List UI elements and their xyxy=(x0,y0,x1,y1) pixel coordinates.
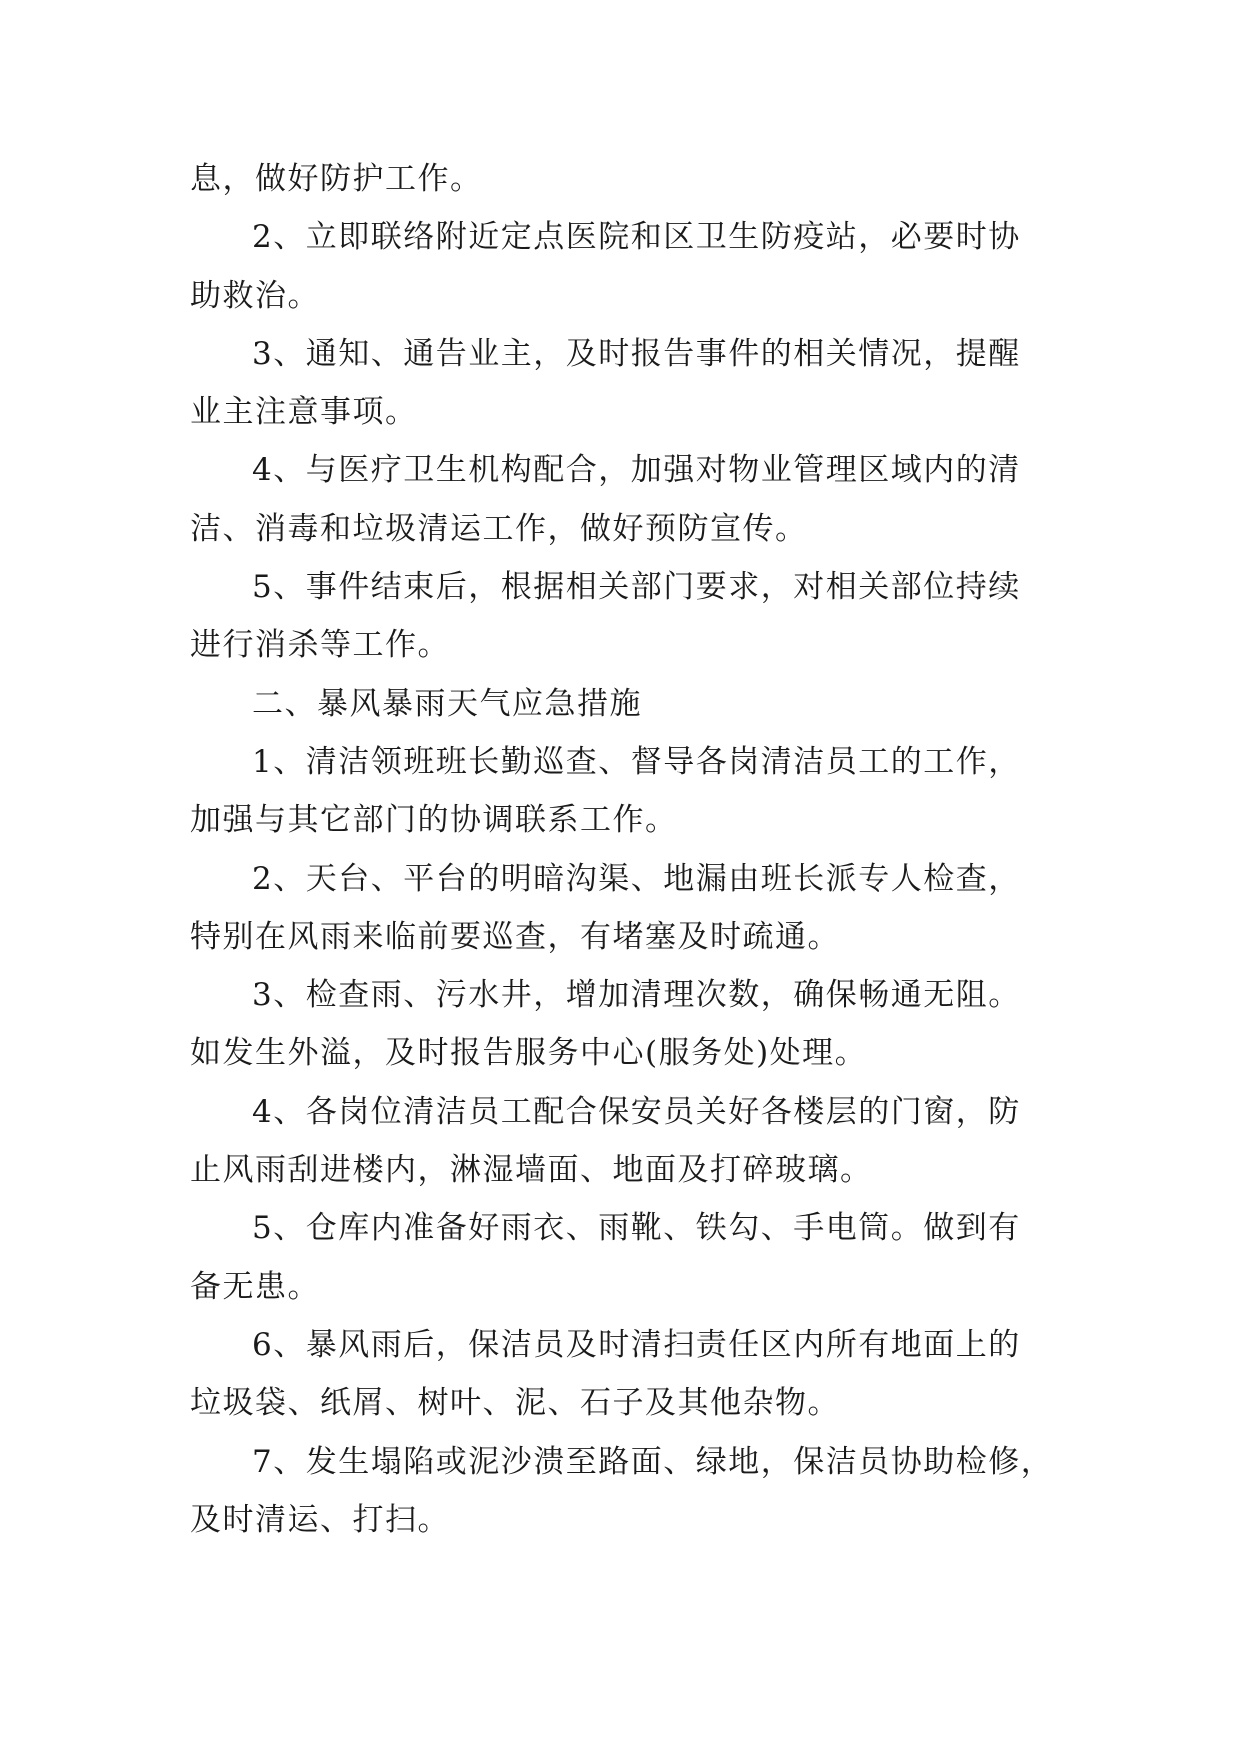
text-line: 4、各岗位清洁员工配合保安员关好各楼层的门窗，防 xyxy=(252,1093,1021,1130)
text-line: 2、立即联络附近定点医院和区卫生防疫站，必要时协 xyxy=(252,219,1021,256)
text-line: 6、暴风雨后，保洁员及时清扫责任区内所有地面上的 xyxy=(252,1326,1021,1363)
text-line: 助救治。 xyxy=(190,277,320,314)
text-line: 2、天台、平台的明暗沟渠、地漏由班长派专人检查， xyxy=(252,860,1021,897)
section-heading: 二、暴风暴雨天气应急措施 xyxy=(252,685,642,722)
text-line: 特别在风雨来临前要巡查，有堵塞及时疏通。 xyxy=(190,918,840,955)
text-line: 息，做好防护工作。 xyxy=(190,161,483,197)
text-line: 加强与其它部门的协调联系工作。 xyxy=(190,802,678,839)
text-line: 如发生外溢，及时报告服务中心(服务处)处理。 xyxy=(190,1035,868,1072)
text-line: 洁、消毒和垃圾清运工作，做好预防宣传。 xyxy=(190,510,808,547)
document-body xyxy=(190,159,1070,1558)
text-line: 业主注意事项。 xyxy=(190,394,418,431)
text-line: 备无患。 xyxy=(190,1268,320,1305)
text-line: 4、与医疗卫生机构配合，加强对物业管理区域内的清 xyxy=(252,452,1021,489)
text-line: 3、检查雨、污水井，增加清理次数，确保畅通无阻。 xyxy=(252,977,1021,1014)
text-line: 5、事件结束后，根据相关部门要求，对相关部位持续 xyxy=(252,569,1021,606)
text-line: 进行消杀等工作。 xyxy=(190,627,450,664)
text-line: 1、清洁领班班长勤巡查、督导各岗清洁员工的工作， xyxy=(252,743,1021,780)
text-line: 止风雨刮进楼内，淋湿墙面、地面及打碎玻璃。 xyxy=(190,1152,873,1189)
text-line: 3、通知、通告业主，及时报告事件的相关情况，提醒 xyxy=(252,335,1021,372)
text-line: 5、仓库内准备好雨衣、雨靴、铁勾、手电筒。做到有 xyxy=(252,1210,1021,1247)
text-line: 7、发生塌陷或泥沙溃至路面、绿地，保洁员协助检修， xyxy=(252,1443,1054,1480)
text-line: 垃圾袋、纸屑、树叶、泥、石子及其他杂物。 xyxy=(190,1385,840,1422)
text-line: 及时清运、打扫。 xyxy=(190,1501,450,1538)
